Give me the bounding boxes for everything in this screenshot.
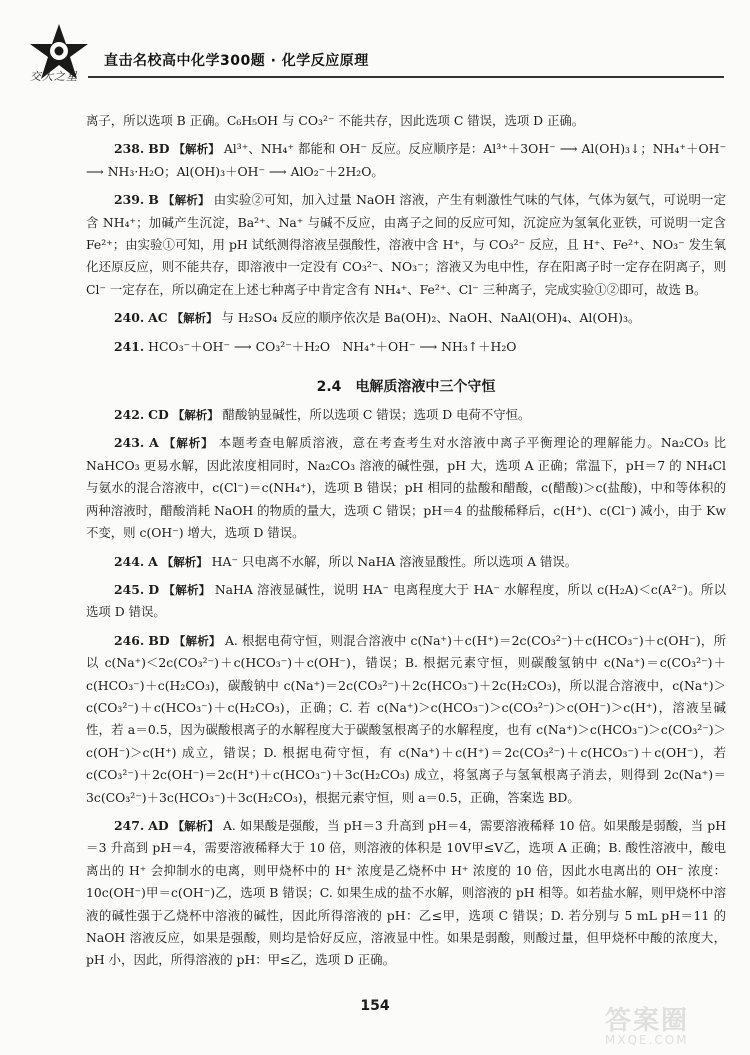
analysis-tag: 【解析】 bbox=[173, 142, 220, 157]
analysis-tag: 【解析】 bbox=[172, 408, 219, 423]
explanation-text: A. 根据电荷守恒，则混合溶液中 c(Na⁺)＋c(H⁺)＝2c(CO₃²⁻)＋c(HCO₃⁻)＋c(OH⁻)，所以 c(Na⁺)＜2c(CO₃²⁻)＋c(HCO₃⁻)＋c(OH⁻)，错误；B. 根据元素守恒，则碳酸氢钠中 c(Na⁺)＝c(CO₃²⁻)＋c(HCO₃⁻)＋c(H₂CO₃)，碳酸钠中 c(Na⁺)＝2c(CO₃²⁻)＋2c(HCO₃⁻)＋2c(H₂CO₃)，所以混合溶液中，c(Na⁺)＞c(CO₃²⁻)＋c(HCO₃⁻)＋c(H₂CO₃)，正确；C. 若 c(Na⁺)＞c(HCO₃⁻)＞c(CO₃²⁻)＞c(OH⁻)＞c(H⁺)，溶液呈碱性，若 a＝0.5，因为碳酸根离子的水解程度大于碳酸氢根离子的水解程度，也有 c(Na⁺)＞c(HCO₃⁻)＞c(CO₃²⁻)＞c(OH⁻)＞c(H⁺) 成立，错误；D. 根据电荷守恒，有 c(Na⁺)＋c(H⁺)＝2c(CO₃²⁻)＋c(HCO₃⁻)＋c(OH⁻)，若 c(CO₃²⁻)＋2c(OH⁻)＝2c(H⁺)＋c(HCO₃⁻)＋3c(H₂CO₃) 成立，将氢离子与氢氧根离子消去，则得到 2c(Na⁺)＝3c(CO₃²⁻)＋3c(HCO₃⁻)＋3c(H₂CO₃)，根据元素守恒，则 a＝0.5，正确，答案选 BD。 bbox=[86, 632, 726, 805]
explanation-text: HCO₃⁻＋OH⁻ ⟶ CO₃²⁻＋H₂O NH₄⁺＋OH⁻ ⟶ NH₃↑＋H₂O bbox=[148, 338, 517, 354]
question-number: 240. bbox=[114, 310, 145, 326]
watermark bbox=[605, 1000, 740, 1050]
analysis-tag: 【解析】 bbox=[163, 436, 214, 451]
explanation-text: 醋酸钠显碱性，所以选项 C 错误；选项 D 电荷不守恒。 bbox=[222, 407, 531, 423]
question-number: 247. bbox=[114, 817, 145, 833]
logo-text: 交大之星 bbox=[30, 70, 78, 83]
answer-key: CD bbox=[148, 407, 169, 423]
question-number: 246. bbox=[114, 632, 145, 648]
question-number: 238. bbox=[114, 141, 145, 157]
explanation-text: 本题考查电解质溶液，意在考查考生对水溶液中离子平衡理论的理解能力。Na₂CO₃ 比 NaHCO₃ 更易水解，因此浓度相同时，Na₂CO₃ 溶液的碱性强，pH 大，选项 A 正确；常温下，pH＝7 的 NH₄Cl 与氨水的混合溶液中，c(Cl⁻)＝c(NH₄⁺)，选项 B 错误；pH 相同的盐酸和醋酸，c(醋酸)＞c(盐酸)，中和等体积的两种溶液时，醋酸消耗 NaOH 的物质的量大，选项 C 错误；pH＝4 的盐酸稀释后，c(H⁺)、c(Cl⁻) 减小，由于 Kw 不变，则 c(OH⁻) 增大，选项 D 错误。 bbox=[86, 435, 726, 541]
analysis-tag: 【解析】 bbox=[163, 582, 211, 597]
answer-paragraph bbox=[86, 630, 726, 809]
explanation-text: Al³⁺、NH₄⁺ 都能和 OH⁻ 反应。反应顺序是：Al³⁺＋3OH⁻ ⟶ Al(OH)₃↓；NH₄⁺＋OH⁻ ⟶ NH₃·H₂O；Al(OH)₃＋OH⁻ ⟶ AlO₂⁻＋2H₂O。 bbox=[86, 141, 726, 179]
answer-paragraph bbox=[86, 579, 726, 624]
answer-key: A bbox=[148, 553, 158, 569]
answer-paragraph bbox=[86, 432, 726, 544]
analysis-tag: 【解析】 bbox=[172, 818, 219, 833]
answer-key: AC bbox=[148, 310, 168, 326]
answer-key: AD bbox=[148, 817, 169, 833]
answer-paragraph bbox=[86, 551, 726, 573]
watermark-url: MXQE.COM bbox=[605, 1033, 689, 1047]
answer-paragraph bbox=[86, 110, 726, 132]
analysis-tag: 【解析】 bbox=[162, 193, 210, 208]
question-number: 244. bbox=[114, 553, 145, 569]
question-number: 243. bbox=[114, 435, 145, 451]
answer-paragraph bbox=[86, 138, 726, 183]
page-number: 154 bbox=[360, 998, 390, 1014]
answer-key: D bbox=[148, 581, 160, 597]
header-divider bbox=[88, 76, 724, 78]
analysis-tag: 【解析】 bbox=[171, 311, 218, 326]
answer-key: BD bbox=[148, 141, 170, 157]
explanation-text: NaHA 溶液显碱性，说明 HA⁻ 电离程度大于 HA⁻ 水解程度，所以 c(H₂A)＜c(A²⁻)。所以选项 D 错误。 bbox=[86, 581, 726, 620]
analysis-tag: 【解析】 bbox=[161, 554, 208, 569]
header-title: 直击名校高中化学300题 · 化学反应原理 bbox=[104, 53, 369, 69]
section-title: 2.4 电解质溶液中三个守恒 bbox=[316, 379, 496, 396]
question-number: 245. bbox=[114, 581, 145, 597]
answer-paragraph bbox=[86, 307, 726, 329]
answer-content bbox=[86, 110, 726, 972]
answer-paragraph bbox=[86, 336, 726, 358]
explanation-text: 由实验②可知，加入过量 NaOH 溶液，产生有刺激性气味的气体，气体为氨气，可说明一定含 NH₄⁺；加碱产生沉淀，Ba²⁺、Na⁺ 与碱不反应，由离子之间的反应可知，沉淀应为氢氧化亚铁，可说明一定含 Fe²⁺；由实验①可知，用 pH 试纸测得溶液呈强酸性，溶液中含 H⁺，与 CO₃²⁻ 反应，且 H⁺、Fe²⁺、NO₃⁻ 发生氧化还原反应，则不能共存，即溶液中一定没有 CO₃²⁻、NO₃⁻；溶液又为电中性，存在阳离子时一定存在阴离子，则 Cl⁻ 一定存在，所以确定在上述七种离子中肯定含有 NH₄⁺、Fe²⁺、Cl⁻ 三种离子，完成实验①②即可，故选 B。 bbox=[86, 192, 726, 297]
answer-key: B bbox=[148, 192, 159, 208]
explanation-text: 与 H₂SO₄ 反应的顺序依次是 Ba(OH)₂、NaOH、NaAl(OH)₄、Al(OH)₃。 bbox=[221, 310, 641, 326]
answer-paragraph bbox=[86, 189, 726, 301]
answer-paragraph bbox=[86, 404, 726, 426]
explanation-text: 离子，所以选项 B 正确。C₆H₅OH 与 CO₃²⁻ 不能共存，因此选项 C 错误，选项 D 正确。 bbox=[86, 113, 585, 128]
explanation-text: A. 如果酸是强酸，当 pH＝3 升高到 pH＝4，需要溶液稀释 10 倍。如果酸是弱酸，当 pH＝3 升高到 pH＝4，需要溶液稀释大于 10 倍，则溶液的体积是 10V甲≤V乙，选项 A 正确；B. 酸性溶液中，酸电离出的 H⁺ 会抑制水的电离，则甲烧杯中的 H⁺ 浓度是乙烧杯中 H⁺ 浓度的 10 倍，因此水电离出的 OH⁻ 浓度：10c(OH⁻)甲＝c(OH⁻)乙，选项 B 错误；C. 如果生成的盐不水解，则溶液的 pH 相等。如若盐水解，则甲烧杯中溶液的碱性强于乙烧杯中溶液的碱性，因此所得溶液的 pH：乙≤甲，选项 C 错误；D. 若分别与 5 mL pH＝11 的 NaOH 溶液反应，如果是强酸，则均是恰好反应，溶液显中性。如果是弱酸，则酸过量，但甲烧杯中酸的浓度大，pH 小，因此，所得溶液的 pH：甲≤乙，选项 D 正确。 bbox=[86, 817, 726, 968]
explanation-text: HA⁻ 只电离不水解，所以 NaHA 溶液显酸性。所以选项 A 错误。 bbox=[211, 553, 578, 569]
analysis-tag: 【解析】 bbox=[173, 633, 221, 648]
answer-key: A bbox=[149, 435, 159, 451]
answer-key: BD bbox=[148, 632, 170, 648]
watermark-logo-text: 答案圈 bbox=[605, 1006, 690, 1036]
question-number: 239. bbox=[114, 192, 145, 208]
answer-paragraph bbox=[86, 815, 726, 972]
question-number: 241. bbox=[114, 338, 145, 354]
question-number: 242. bbox=[114, 407, 145, 423]
